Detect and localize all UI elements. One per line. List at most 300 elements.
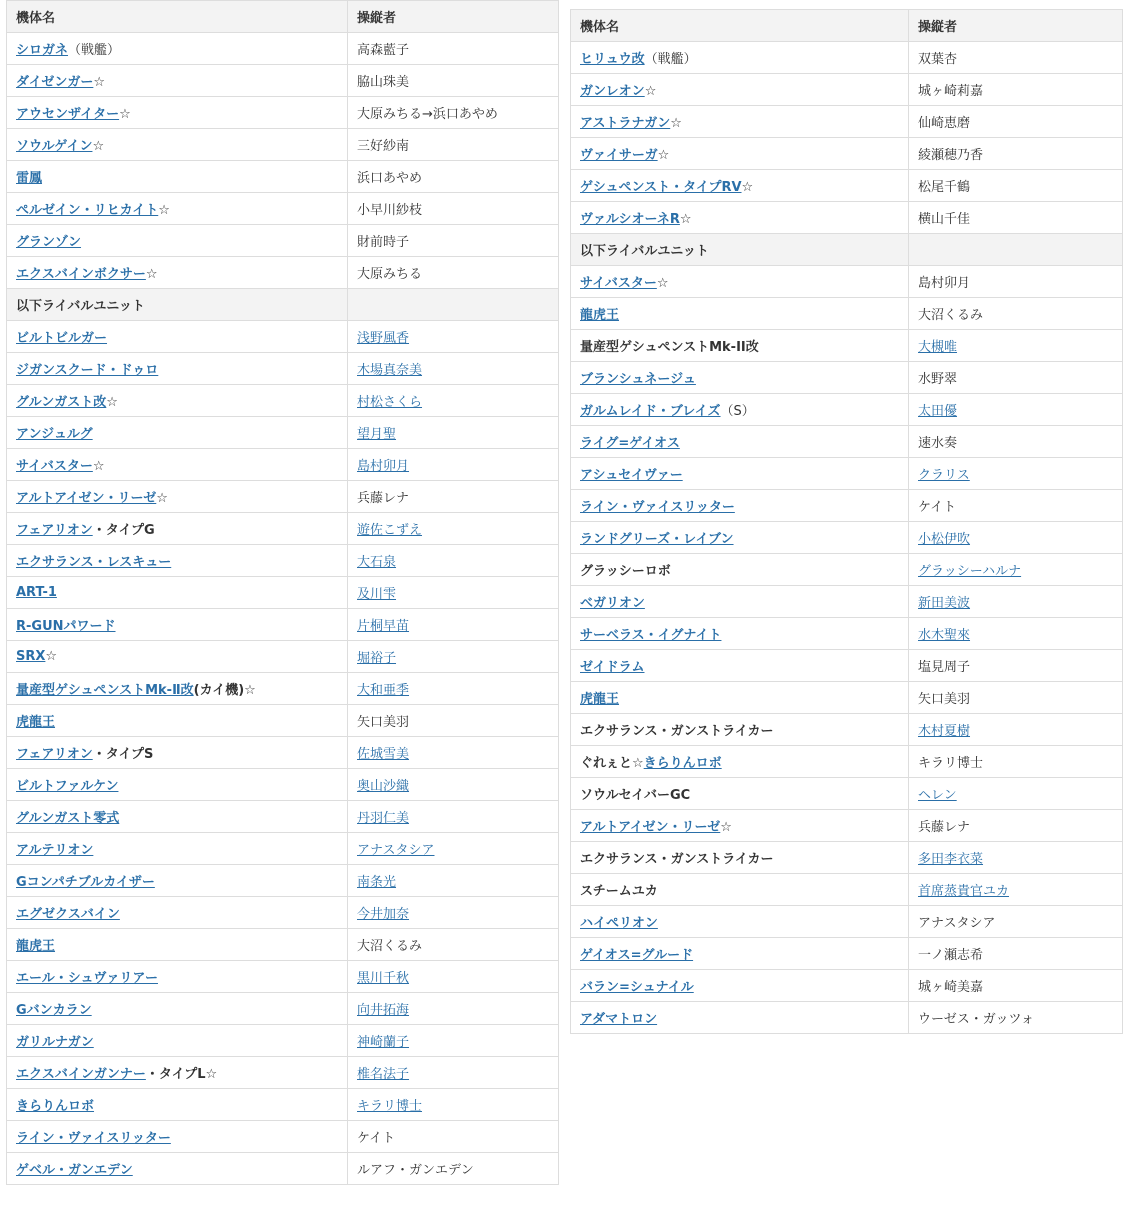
pilot-name: 一ノ瀬志希 xyxy=(918,948,984,963)
pilot-cell xyxy=(348,929,559,961)
unit-cell xyxy=(7,577,348,609)
table-row xyxy=(7,129,559,161)
unit-cell xyxy=(571,522,909,554)
pilot-cell xyxy=(909,746,1123,778)
table-row xyxy=(7,385,559,417)
unit-name-link[interactable]: R-GUNパワード xyxy=(16,619,116,634)
table-row xyxy=(571,714,1123,746)
unit-cell xyxy=(7,481,348,513)
unit-name-link[interactable]: アストラナガン xyxy=(580,116,671,131)
unit-name-suffix: スチームユカ xyxy=(580,884,658,899)
table-header-row xyxy=(7,1,559,33)
unit-cell xyxy=(7,257,348,289)
pilot-name-link[interactable]: 大槻唯 xyxy=(918,340,958,355)
pilot-cell xyxy=(909,170,1123,202)
pilot-name: 矢口美羽 xyxy=(918,692,971,707)
unit-cell xyxy=(7,353,348,385)
table-row xyxy=(7,673,559,705)
pilot-cell xyxy=(909,522,1123,554)
unit-name-link[interactable]: SRX xyxy=(16,649,46,664)
table-row xyxy=(7,609,559,641)
unit-cell xyxy=(7,897,348,929)
unit-name-link[interactable]: シロガネ xyxy=(16,43,69,58)
table-row xyxy=(7,897,559,929)
unit-cell xyxy=(571,1002,909,1034)
table-row xyxy=(7,65,559,97)
unit-name-suffix: ・タイプG xyxy=(92,523,155,538)
pilot-name-link[interactable]: 南条光 xyxy=(357,875,397,890)
table-body xyxy=(571,42,1123,1034)
pilot-cell xyxy=(348,161,559,193)
unit-cell xyxy=(7,33,348,65)
table-row xyxy=(7,33,559,65)
table-row xyxy=(7,929,559,961)
pilot-name: 綾瀬穂乃香 xyxy=(918,148,984,163)
pilot-cell xyxy=(909,938,1123,970)
pilot-name-link[interactable]: 丹羽仁美 xyxy=(357,811,410,826)
unit-name-link[interactable]: ベガリオン xyxy=(580,596,645,611)
pilot-name: 高森藍子 xyxy=(357,43,410,58)
unit-name-link[interactable]: ダイゼンガー xyxy=(16,75,94,90)
unit-cell xyxy=(571,490,909,522)
section-empty-cell xyxy=(909,234,1123,266)
pilot-cell xyxy=(348,769,559,801)
table-row xyxy=(571,522,1123,554)
unit-cell xyxy=(571,106,909,138)
pilot-cell xyxy=(348,897,559,929)
unit-name-link[interactable]: アルトアイゼン・リーゼ xyxy=(16,491,157,506)
unit-name-link[interactable]: アシュセイヴァー xyxy=(580,468,683,483)
pilot-cell xyxy=(909,810,1123,842)
unit-cell xyxy=(571,362,909,394)
table-row xyxy=(571,746,1123,778)
unit-name-link[interactable]: サイバスター xyxy=(16,459,93,474)
unit-name-link[interactable]: ランドグリーズ・レイブン xyxy=(580,532,734,547)
pilot-name-link[interactable]: 奥山沙織 xyxy=(357,779,410,794)
pilot-cell xyxy=(909,138,1123,170)
pilot-name: 水野翠 xyxy=(918,372,958,387)
pilot-name-link[interactable]: 首席蒸貴官ユカ xyxy=(918,884,1010,899)
unit-cell xyxy=(571,746,909,778)
unit-name-link[interactable]: ビルトファルケン xyxy=(16,779,119,794)
table-row xyxy=(7,737,559,769)
unit-cell xyxy=(571,650,909,682)
column-header-pilot: 操縦者 xyxy=(348,1,559,33)
pilot-cell xyxy=(348,673,559,705)
table-row xyxy=(571,1002,1123,1034)
pilot-cell xyxy=(909,458,1123,490)
unit-name-link[interactable]: ブランシュネージュ xyxy=(580,372,696,387)
pilot-cell xyxy=(909,874,1123,906)
pilot-cell xyxy=(348,513,559,545)
table-row xyxy=(571,106,1123,138)
unit-note: ☆ xyxy=(156,491,168,506)
pilot-cell xyxy=(909,682,1123,714)
pilot-name-link[interactable]: 木場真奈美 xyxy=(357,363,423,378)
unit-cell xyxy=(7,929,348,961)
unit-name-suffix: 量産型ゲシュペンストMk-II改 xyxy=(580,340,759,355)
unit-note: （戦艦） xyxy=(644,52,697,67)
unit-note: ☆ xyxy=(92,459,105,474)
pilot-cell xyxy=(348,1153,559,1185)
unit-name-link[interactable]: Gバンカラン xyxy=(16,1003,92,1018)
unit-cell xyxy=(7,1025,348,1057)
table-row xyxy=(7,577,559,609)
table-row xyxy=(7,449,559,481)
pilot-name: 兵藤レナ xyxy=(918,820,971,835)
unit-cell xyxy=(571,138,909,170)
pilot-name: 矢口美羽 xyxy=(357,715,410,730)
table-row xyxy=(7,481,559,513)
pilot-cell xyxy=(909,490,1123,522)
pilot-name: ケイト xyxy=(357,1131,396,1146)
pilot-name: 城ヶ崎莉嘉 xyxy=(918,84,984,99)
pilot-cell xyxy=(348,1025,559,1057)
section-label: 以下ライバルユニット xyxy=(7,289,348,321)
unit-name-link[interactable]: サイバスター xyxy=(580,276,657,291)
table-row xyxy=(571,202,1123,234)
table-row xyxy=(7,801,559,833)
unit-note: ☆ xyxy=(106,395,118,410)
unit-cell xyxy=(7,545,348,577)
unit-cell xyxy=(571,842,909,874)
unit-table-right xyxy=(570,9,1123,1034)
pilot-cell xyxy=(348,65,559,97)
pilot-cell xyxy=(909,842,1123,874)
pilot-name-link[interactable]: 多田李衣菜 xyxy=(918,852,984,867)
pilot-name-link[interactable]: クラリス xyxy=(918,468,970,483)
table-row xyxy=(571,682,1123,714)
unit-name-link[interactable]: Gコンパチブルカイザー xyxy=(16,875,155,890)
pilot-name-link[interactable]: 小松伊吹 xyxy=(918,532,971,547)
pilot-cell xyxy=(348,1121,559,1153)
unit-name-link[interactable]: エクサランス・レスキュー xyxy=(16,555,172,570)
pilot-cell xyxy=(909,330,1123,362)
unit-name-link[interactable]: 龍虎王 xyxy=(580,308,620,323)
pilot-cell xyxy=(348,129,559,161)
section-row xyxy=(571,234,1123,266)
table-row xyxy=(571,298,1123,330)
pilot-name-link[interactable]: 大石泉 xyxy=(357,555,397,570)
pilot-name: 財前時子 xyxy=(357,235,410,250)
pilot-name: 大沼くるみ xyxy=(918,308,984,323)
table-row xyxy=(571,394,1123,426)
unit-note: （戦艦） xyxy=(68,43,121,58)
unit-name-link[interactable]: ART-1 xyxy=(16,585,57,600)
pilot-cell xyxy=(348,545,559,577)
pilot-cell xyxy=(348,1057,559,1089)
table-row xyxy=(7,97,559,129)
table-row xyxy=(7,321,559,353)
unit-cell xyxy=(7,321,348,353)
pilot-name: ケイト xyxy=(918,500,957,515)
unit-name-link[interactable]: 雷鳳 xyxy=(16,171,43,186)
unit-name-link[interactable]: ガルムレイド・ブレイズ xyxy=(580,404,721,419)
unit-name-link[interactable]: フェアリオン xyxy=(16,523,93,538)
table-row xyxy=(571,362,1123,394)
pilot-cell xyxy=(348,577,559,609)
unit-name-link[interactable]: 虎龍王 xyxy=(580,692,620,707)
pilot-name-link[interactable]: 島村卯月 xyxy=(357,459,410,474)
table-row xyxy=(571,874,1123,906)
unit-name-link[interactable]: ビルトビルガー xyxy=(16,331,108,346)
unit-note: ☆ xyxy=(244,683,256,698)
pilot-name-link[interactable]: 向井拓海 xyxy=(357,1003,410,1018)
pilot-cell xyxy=(909,42,1123,74)
table-row xyxy=(571,970,1123,1002)
pilot-cell xyxy=(348,641,559,673)
pilot-cell xyxy=(348,353,559,385)
unit-cell xyxy=(571,682,909,714)
pilot-name-link[interactable]: 遊佐こずえ xyxy=(357,523,423,538)
unit-name-link[interactable]: ソウルゲイン xyxy=(16,139,93,154)
unit-name-link[interactable]: ヒリュウ改 xyxy=(580,52,645,67)
pilot-name-link[interactable]: 浅野風香 xyxy=(357,331,410,346)
pilot-cell xyxy=(348,801,559,833)
table-row xyxy=(571,650,1123,682)
unit-name-link[interactable]: きらりんロボ xyxy=(16,1099,95,1114)
table-row xyxy=(7,161,559,193)
pilot-cell xyxy=(909,1002,1123,1034)
unit-name-link[interactable]: バラン=シュナイル xyxy=(580,980,694,995)
unit-cell xyxy=(7,609,348,641)
unit-name-link[interactable]: アルテリオン xyxy=(16,843,94,858)
unit-cell xyxy=(571,906,909,938)
unit-name-link[interactable]: エクスバインガンナー xyxy=(16,1067,146,1082)
pilot-name: 小早川紗枝 xyxy=(357,203,423,218)
unit-cell xyxy=(571,554,909,586)
unit-cell xyxy=(7,737,348,769)
pilot-cell xyxy=(348,993,559,1025)
unit-cell xyxy=(571,266,909,298)
pilot-cell xyxy=(909,650,1123,682)
unit-name-link[interactable]: ペルゼイン・リヒカイト xyxy=(16,203,159,218)
table-row xyxy=(571,618,1123,650)
unit-name-link[interactable]: ゼイドラム xyxy=(580,660,645,675)
pilot-name-link[interactable]: 村松さくら xyxy=(357,395,423,410)
unit-name-link[interactable]: エクスバインボクサー xyxy=(16,267,146,282)
table-row xyxy=(7,705,559,737)
unit-name-link[interactable]: ゲイオス=グルード xyxy=(580,948,694,963)
unit-cell xyxy=(571,714,909,746)
unit-note: ☆ xyxy=(205,1067,218,1082)
table-row xyxy=(571,938,1123,970)
pilot-cell xyxy=(909,586,1123,618)
table-row xyxy=(7,513,559,545)
unit-name-link[interactable]: ガンレオン xyxy=(580,84,645,99)
unit-name-link[interactable]: アンジュルグ xyxy=(16,427,93,442)
unit-name-suffix: ・タイプL xyxy=(145,1067,206,1082)
pilot-name-link[interactable]: 黒川千秋 xyxy=(357,971,410,986)
unit-name-suffix: エクサランス・ガンストライカー xyxy=(580,852,774,867)
unit-cell xyxy=(571,394,909,426)
table-row xyxy=(7,225,559,257)
pilot-name-link[interactable]: 大和亜季 xyxy=(357,683,410,698)
unit-cell xyxy=(7,833,348,865)
pilot-name-link[interactable]: ヘレン xyxy=(918,788,957,803)
unit-name-suffix: ・タイプS xyxy=(92,747,154,762)
pilot-name: 兵藤レナ xyxy=(357,491,410,506)
pilot-name: 脇山珠美 xyxy=(357,75,410,90)
table-body xyxy=(7,33,559,1185)
column-header-unit: 機体名 xyxy=(571,10,909,42)
unit-name-link[interactable]: サーベラス・イグナイト xyxy=(580,628,722,643)
pilot-name-link[interactable]: 木村夏樹 xyxy=(918,724,971,739)
pilot-name-link[interactable]: 望月聖 xyxy=(357,427,397,442)
unit-name-link[interactable]: ライン・ヴァイスリッター xyxy=(16,1131,171,1146)
unit-name-link[interactable]: 龍虎王 xyxy=(16,939,56,954)
unit-name-link[interactable]: エグゼクスバイン xyxy=(16,907,120,922)
pilot-cell xyxy=(348,705,559,737)
unit-name-link[interactable]: ハイペリオン xyxy=(580,916,658,931)
pilot-cell xyxy=(909,266,1123,298)
unit-name-link[interactable]: フェアリオン xyxy=(16,747,93,762)
unit-name-link[interactable]: グルンガスト零式 xyxy=(16,811,120,826)
pilot-name-link[interactable]: グラッシーハルナ xyxy=(918,564,1022,579)
pilot-cell xyxy=(348,417,559,449)
unit-cell xyxy=(7,97,348,129)
pilot-name: 大原みちる→浜口あやめ xyxy=(357,107,498,122)
unit-name-link[interactable]: ヴァルシオーネR xyxy=(580,212,680,227)
unit-note: （S） xyxy=(720,404,755,419)
unit-note: ☆ xyxy=(119,107,131,122)
pilot-cell xyxy=(909,362,1123,394)
pilot-cell xyxy=(348,33,559,65)
unit-name-link[interactable]: ライグ=ゲイオス xyxy=(580,436,680,451)
unit-cell xyxy=(7,513,348,545)
table-row xyxy=(571,554,1123,586)
unit-cell xyxy=(571,618,909,650)
unit-name-suffix: グラッシーロボ xyxy=(580,564,671,579)
unit-name-link[interactable]: エール・シュヴァリアー xyxy=(16,971,158,986)
pilot-cell xyxy=(909,106,1123,138)
pilot-name: 大原みちる xyxy=(357,267,423,282)
unit-name-link[interactable]: ジガンスクード・ドゥロ xyxy=(16,363,159,378)
table-header-row xyxy=(571,10,1123,42)
unit-name-link[interactable]: ライン・ヴァイスリッター xyxy=(580,500,735,515)
unit-name-link[interactable]: 虎龍王 xyxy=(16,715,56,730)
table-row xyxy=(571,842,1123,874)
table-row xyxy=(571,586,1123,618)
unit-name-link[interactable]: ヴァイサーガ xyxy=(580,148,658,163)
pilot-name: 島村卯月 xyxy=(918,276,971,291)
pilot-cell xyxy=(909,74,1123,106)
pilot-cell xyxy=(348,321,559,353)
column-header-pilot: 操縦者 xyxy=(909,10,1123,42)
unit-name-link[interactable]: アウセンザイター xyxy=(16,107,120,122)
unit-name-link[interactable]: アルトアイゼン・リーゼ xyxy=(580,820,721,835)
unit-name-link[interactable]: グランゾン xyxy=(16,235,82,250)
unit-cell xyxy=(7,417,348,449)
unit-cell xyxy=(7,1153,348,1185)
pilot-name: キラリ博士 xyxy=(918,756,984,771)
unit-cell xyxy=(7,129,348,161)
pilot-cell xyxy=(348,481,559,513)
column-header-unit: 機体名 xyxy=(7,1,348,33)
unit-cell xyxy=(571,426,909,458)
unit-cell xyxy=(571,298,909,330)
table-row xyxy=(571,330,1123,362)
unit-cell xyxy=(571,586,909,618)
pilot-cell xyxy=(348,257,559,289)
unit-name-link[interactable]: グルンガスト改 xyxy=(16,395,107,410)
table-row xyxy=(571,906,1123,938)
pilot-name-link[interactable]: 佐城雪美 xyxy=(357,747,410,762)
table-row xyxy=(7,641,559,673)
unit-cell xyxy=(7,1089,348,1121)
unit-cell xyxy=(7,865,348,897)
pilot-name-link[interactable]: キラリ博士 xyxy=(357,1099,423,1114)
unit-cell xyxy=(571,778,909,810)
pilot-name-link[interactable]: 今井加奈 xyxy=(357,907,410,922)
pilot-name: ルアフ・ガンエデン xyxy=(357,1163,474,1178)
table-row xyxy=(7,865,559,897)
unit-name-link[interactable]: アダマトロン xyxy=(580,1012,658,1027)
pilot-name-link[interactable]: 及川雫 xyxy=(357,587,397,602)
unit-cell xyxy=(7,801,348,833)
pilot-cell xyxy=(909,906,1123,938)
unit-note: ☆ xyxy=(656,276,669,291)
unit-cell xyxy=(571,170,909,202)
unit-name-suffix: エクサランス・ガンストライカー xyxy=(580,724,774,739)
pilot-name: 横山千佳 xyxy=(918,212,971,227)
pilot-name-link[interactable]: 新田美波 xyxy=(918,596,971,611)
table-row xyxy=(571,74,1123,106)
pilot-cell xyxy=(909,970,1123,1002)
pilot-cell xyxy=(909,714,1123,746)
unit-name-link[interactable]: きらりんロボ xyxy=(643,756,722,771)
unit-name-link[interactable]: ゲベル・ガンエデン xyxy=(16,1163,133,1178)
unit-note: ☆ xyxy=(670,116,682,131)
section-empty-cell xyxy=(348,289,559,321)
unit-name-link[interactable]: ゲシュペンスト・タイプRV xyxy=(580,180,742,195)
pilot-cell xyxy=(348,833,559,865)
pilot-name-link[interactable]: 太田優 xyxy=(918,404,958,419)
table-row xyxy=(7,1025,559,1057)
pilot-cell xyxy=(909,778,1123,810)
table-row xyxy=(7,993,559,1025)
unit-prefix: ぐれぇと☆ xyxy=(580,756,644,771)
unit-name-link[interactable]: 量産型ゲシュペンストMk-Ⅱ改 xyxy=(16,683,194,698)
unit-note: ☆ xyxy=(45,649,58,664)
table-row xyxy=(7,769,559,801)
pilot-cell xyxy=(909,394,1123,426)
unit-note: ☆ xyxy=(741,180,754,195)
unit-cell xyxy=(571,970,909,1002)
pilot-name-link[interactable]: 椎名法子 xyxy=(357,1067,410,1082)
pilot-name-link[interactable]: 片桐早苗 xyxy=(357,619,410,634)
pilot-name-link[interactable]: 神崎蘭子 xyxy=(357,1035,410,1050)
unit-name-link[interactable]: ガリルナガン xyxy=(16,1035,94,1050)
pilot-name: 城ヶ崎美嘉 xyxy=(918,980,984,995)
unit-cell xyxy=(7,961,348,993)
table-row xyxy=(7,1057,559,1089)
unit-cell xyxy=(7,641,348,673)
table-row xyxy=(7,1121,559,1153)
pilot-cell xyxy=(909,554,1123,586)
unit-cell xyxy=(571,810,909,842)
pilot-cell xyxy=(348,385,559,417)
unit-cell xyxy=(7,993,348,1025)
unit-table-left xyxy=(6,0,559,1185)
pilot-cell xyxy=(348,1089,559,1121)
unit-name-suffix: (カイ機) xyxy=(193,683,245,698)
pilot-name-link[interactable]: 堀裕子 xyxy=(357,651,397,666)
pilot-name-link[interactable]: 水木聖來 xyxy=(918,628,971,643)
unit-cell xyxy=(571,458,909,490)
unit-cell xyxy=(571,330,909,362)
pilot-name-link[interactable]: アナスタシア xyxy=(357,843,435,858)
